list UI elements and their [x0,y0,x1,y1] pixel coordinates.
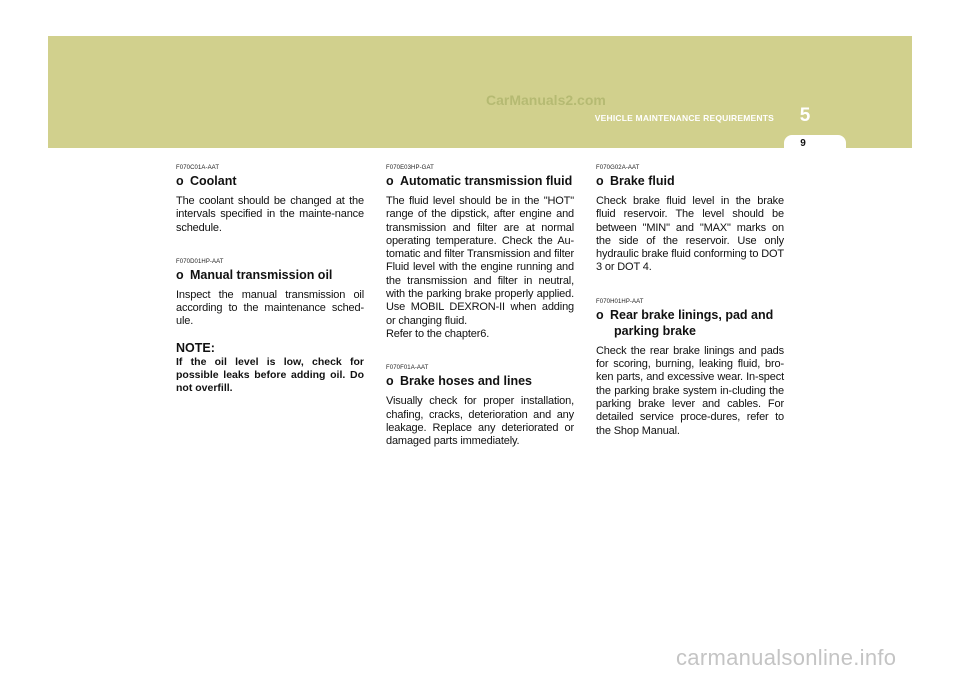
page-number: 9 [800,138,806,149]
section-code: F070F01A-AAT [386,365,429,372]
footer-watermark: carmanualsonline.info [676,645,897,670]
section-code: F070G02A-AAT [596,165,640,171]
section-heading-text: Rear brake linings, pad and parking brake [610,307,774,338]
site-watermark: CarManuals2.com [486,92,606,108]
section-body: Visually check for proper installation, chafing, cracks, deterioration and any leakage. Replace any deteriorated or damaged parts immediately. [386,395,574,448]
note-body: If the oil level is low, check for possible leaks before adding oil. Do not overfill. [176,355,364,394]
section-heading-text: Brake fluid [610,174,675,188]
section-body: Check brake fluid level in the brake fluid reservoir. The level should be between "MIN" and "MAX" marks on the side of the reservoir. Use only hydraulic brake fluid conforming to DOT 3 or DOT 4. [596,195,784,274]
section-title: VEHICLE MAINTENANCE REQUIREMENTS [594,113,774,123]
section-brake-fluid [596,165,784,275]
chapter-number: 5 [799,105,811,126]
section-brake-hoses-and-lines [386,365,574,448]
column-right [596,165,784,456]
section-rear-brake-linings [596,299,784,438]
section-automatic-transmission-fluid [386,165,574,341]
note-title: NOTE: [176,340,215,355]
section-code: F070H01HP-AAT [596,298,644,305]
section-heading [386,173,574,189]
section-heading [176,173,364,189]
section-heading-text: Brake hoses and lines [400,374,533,389]
section-heading-text: Automatic transmission fluid [400,174,573,188]
bullet-icon: o [176,174,184,188]
bullet-icon: o [386,374,394,389]
column-left [176,165,364,413]
bullet-icon: o [176,267,184,282]
bullet-icon: o [596,174,604,188]
section-manual-transmission-oil [176,259,364,395]
section-heading [596,173,784,189]
section-body: The coolant should be changed at the intervals specified in the mainte-nance schedule. [176,195,364,234]
bullet-icon: o [386,174,394,188]
section-heading-text: Manual transmission oil [190,267,333,282]
column-middle [386,165,574,466]
section-body-extra: Refer to the chapter6. [386,327,490,340]
section-code: F070C01A-AAT [176,165,220,171]
section-heading [386,373,574,389]
section-body: The fluid level should be in the "HOT" range of the dipstick, after engine and transmission and filter are at normal operating temperature. Check the Au-tomatic and filter Transmission and filter Fluid level with the engine running and the transmission and filter in neutral, with the parking brake properly applied. Use MOBIL DEXRON-II when adding or changing fluid. [386,195,574,327]
bullet-icon: o [596,307,604,322]
section-coolant [176,165,364,235]
section-heading [596,307,784,339]
section-code: F070D01HP-AAT [176,258,224,265]
section-body: Check the rear brake linings and pads for scoring, burning, leaking fluid, bro-ken parts, and excessive wear. In-spect the parking brake system in-cluding the parking brake lever and cables. For detailed service proce-dures, refer to the Shop Manual. [596,344,784,437]
section-code: F070E03HP-GAT [386,165,434,171]
header-band [48,36,912,148]
section-heading-text: Coolant [190,174,237,188]
section-heading [176,267,364,283]
section-body: Inspect the manual transmission oil according to the maintenance sched-ule. [176,288,364,328]
